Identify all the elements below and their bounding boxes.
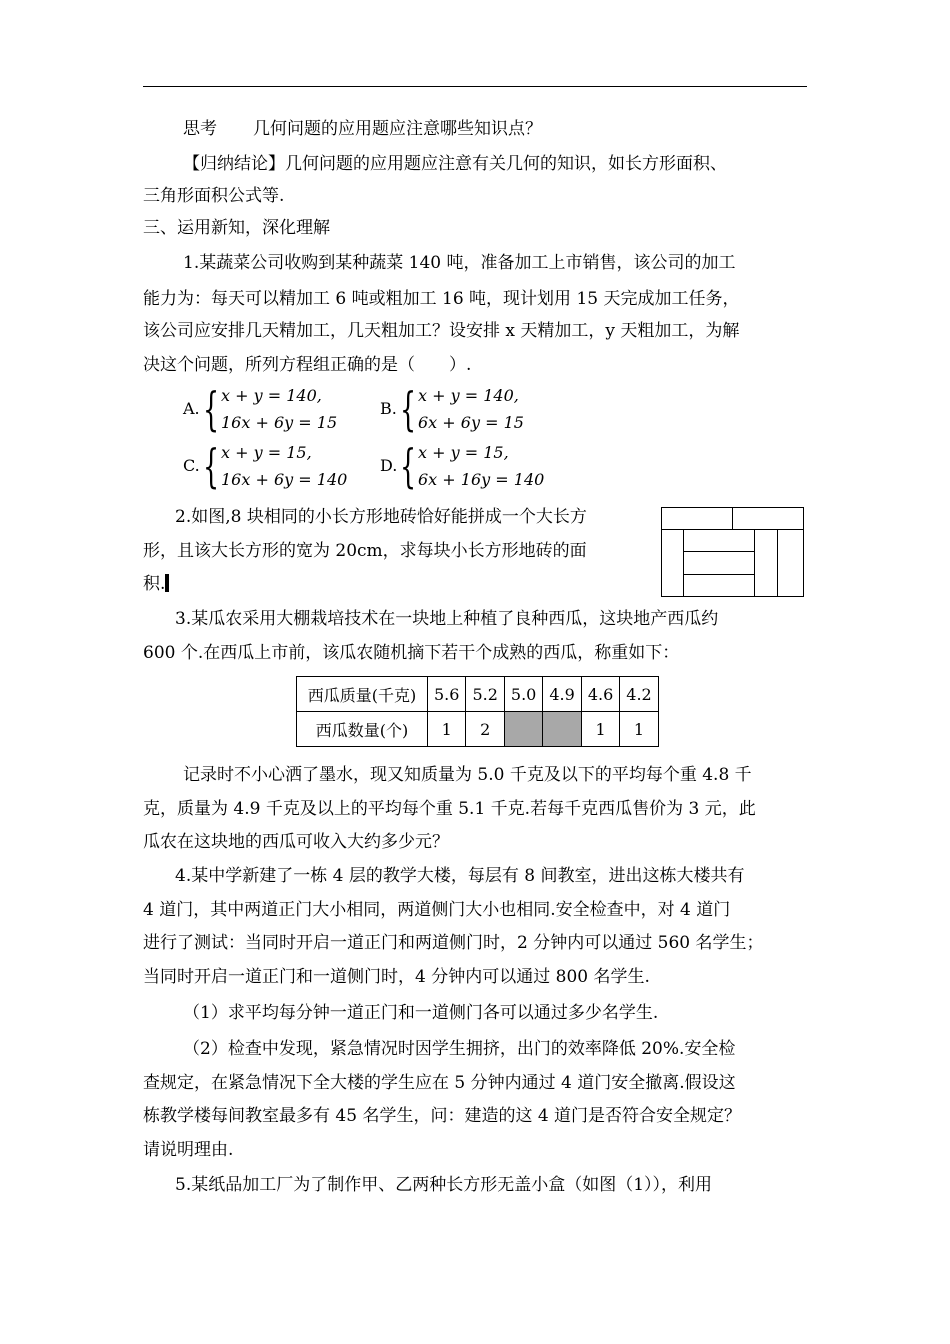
text-cursor bbox=[165, 574, 169, 592]
count-cell: 1 bbox=[581, 712, 619, 747]
tile-center-1 bbox=[683, 529, 755, 552]
row-header-count: 西瓜数量(个) bbox=[297, 712, 428, 747]
tile-top-right bbox=[732, 507, 804, 530]
q1-line-4: 决这个问题，所列方程组正确的是（ ）. bbox=[143, 355, 472, 375]
ink-blot-cell bbox=[504, 712, 542, 747]
think-label: 思考 bbox=[183, 119, 217, 139]
count-cell: 1 bbox=[620, 712, 658, 747]
table-row bbox=[297, 712, 659, 747]
q1-line-2: 能力为：每天可以精加工 6 吨或粗加工 16 吨，现计划用 15 天完成加工任务， bbox=[143, 289, 740, 309]
mass-cell: 5.6 bbox=[428, 677, 466, 712]
equation-1: x + y = 15, bbox=[418, 443, 509, 462]
q3-line-2: 600 个.在西瓜上市前，该瓜农随机摘下若干个成熟的西瓜，称重如下： bbox=[143, 643, 680, 663]
tile-figure bbox=[661, 507, 804, 597]
option-label: C. bbox=[183, 456, 200, 475]
equation-1: x + y = 140, bbox=[418, 386, 519, 405]
equation-2: 16x + 6y = 140 bbox=[221, 470, 348, 489]
section-title: 三、运用新知，深化理解 bbox=[143, 218, 330, 238]
think-text: 几何问题的应用题应注意哪些知识点？ bbox=[253, 119, 542, 139]
tile-right-vertical-2 bbox=[777, 529, 804, 597]
table-row bbox=[297, 677, 659, 712]
q4-line-1: 4.某中学新建了一栋 4 层的教学大楼，每层有 8 间教室，进出这栋大楼共有 bbox=[175, 866, 745, 886]
tile-center-3 bbox=[683, 574, 755, 597]
watermelon-table bbox=[296, 676, 659, 747]
brace-icon: { bbox=[203, 439, 220, 493]
tile-top-left bbox=[661, 507, 733, 530]
q2-line-2: 形，且该大长方形的宽为 20cm，求每块小长方形地砖的面 bbox=[143, 541, 587, 561]
q4-part-2-line-4: 请说明理由. bbox=[143, 1140, 234, 1160]
q4-line-4: 当同时开启一道正门和一道侧门时，4 分钟内可以通过 800 名学生. bbox=[143, 967, 650, 987]
option-label: D. bbox=[380, 456, 398, 475]
equation-1: x + y = 140, bbox=[221, 386, 322, 405]
q4-part-2-line-2: 查规定，在紧急情况下全大楼的学生应在 5 分钟内通过 4 道门安全撤离.假设这 bbox=[143, 1073, 736, 1093]
q3-after-line-1: 记录时不小心洒了墨水，现又知质量为 5.0 千克及以下的平均每个重 4.8 千 bbox=[183, 765, 752, 785]
q4-line-2: 4 道门，其中两道正门大小相同，两道侧门大小也相同.安全检查中，对 4 道门 bbox=[143, 900, 731, 920]
q2-line-1: 2.如图,8 块相同的小长方形地砖恰好能拼成一个大长方 bbox=[175, 507, 587, 527]
q3-after-line-3: 瓜农在这块地的西瓜可收入大约多少元？ bbox=[143, 832, 449, 852]
equation-2: 6x + 6y = 15 bbox=[418, 413, 524, 432]
tile-left-vertical bbox=[661, 529, 684, 597]
think-line bbox=[183, 119, 542, 139]
option-label: A. bbox=[183, 399, 200, 418]
brace-icon: { bbox=[400, 439, 417, 493]
q4-part-2-line-3: 栋教学楼每间教室最多有 45 名学生，问：建造的这 4 道门是否符合安全规定？ bbox=[143, 1106, 742, 1126]
mass-cell: 4.2 bbox=[620, 677, 658, 712]
tile-right-vertical-1 bbox=[754, 529, 778, 597]
q3-line-1: 3.某瓜农采用大棚栽培技术在一块地上种植了良种西瓜，这块地产西瓜约 bbox=[175, 609, 719, 629]
count-cell: 1 bbox=[428, 712, 466, 747]
brace-icon: { bbox=[203, 382, 220, 436]
q2-line-3-text: 积. bbox=[143, 574, 166, 594]
ink-blot-cell bbox=[543, 712, 581, 747]
mass-cell: 4.6 bbox=[581, 677, 619, 712]
q5-line-1: 5.某纸品加工厂为了制作甲、乙两种长方形无盖小盒（如图（1）），利用 bbox=[175, 1175, 713, 1195]
q3-after-line-2: 克，质量为 4.9 千克及以上的平均每个重 5.1 千克.若每千克西瓜售价为 3 元，此 bbox=[143, 799, 756, 819]
conclusion-line-2: 三角形面积公式等. bbox=[143, 186, 285, 206]
brace-icon: { bbox=[400, 382, 417, 436]
row-header-mass: 西瓜质量(千克) bbox=[297, 677, 428, 712]
equation-1: x + y = 15, bbox=[221, 443, 312, 462]
option-label: B. bbox=[380, 399, 397, 418]
q2-line-3 bbox=[143, 574, 169, 594]
header-rule bbox=[143, 86, 807, 87]
equation-2: 6x + 16y = 140 bbox=[418, 470, 545, 489]
mass-cell: 5.0 bbox=[504, 677, 542, 712]
equation-2: 16x + 6y = 15 bbox=[221, 413, 338, 432]
q4-line-3: 进行了测试：当同时开启一道正门和两道侧门时，2 分钟内可以通过 560 名学生； bbox=[143, 933, 764, 953]
tile-center-2 bbox=[683, 551, 755, 575]
mass-cell: 4.9 bbox=[543, 677, 581, 712]
mass-cell: 5.2 bbox=[466, 677, 504, 712]
q1-line-3: 该公司应安排几天精加工，几天粗加工？设安排 x 天精加工，y 天粗加工，为解 bbox=[143, 321, 740, 341]
conclusion-line-1: 【归纳结论】几何问题的应用题应注意有关几何的知识，如长方形面积、 bbox=[183, 154, 727, 174]
q4-part-1: （1）求平均每分钟一道正门和一道侧门各可以通过多少名学生. bbox=[183, 1003, 659, 1023]
count-cell: 2 bbox=[466, 712, 504, 747]
q4-part-2-line-1: （2）检查中发现，紧急情况时因学生拥挤，出门的效率降低 20%.安全检 bbox=[183, 1039, 736, 1059]
q1-line-1: 1.某蔬菜公司收购到某种蔬菜 140 吨，准备加工上市销售，该公司的加工 bbox=[183, 253, 736, 273]
